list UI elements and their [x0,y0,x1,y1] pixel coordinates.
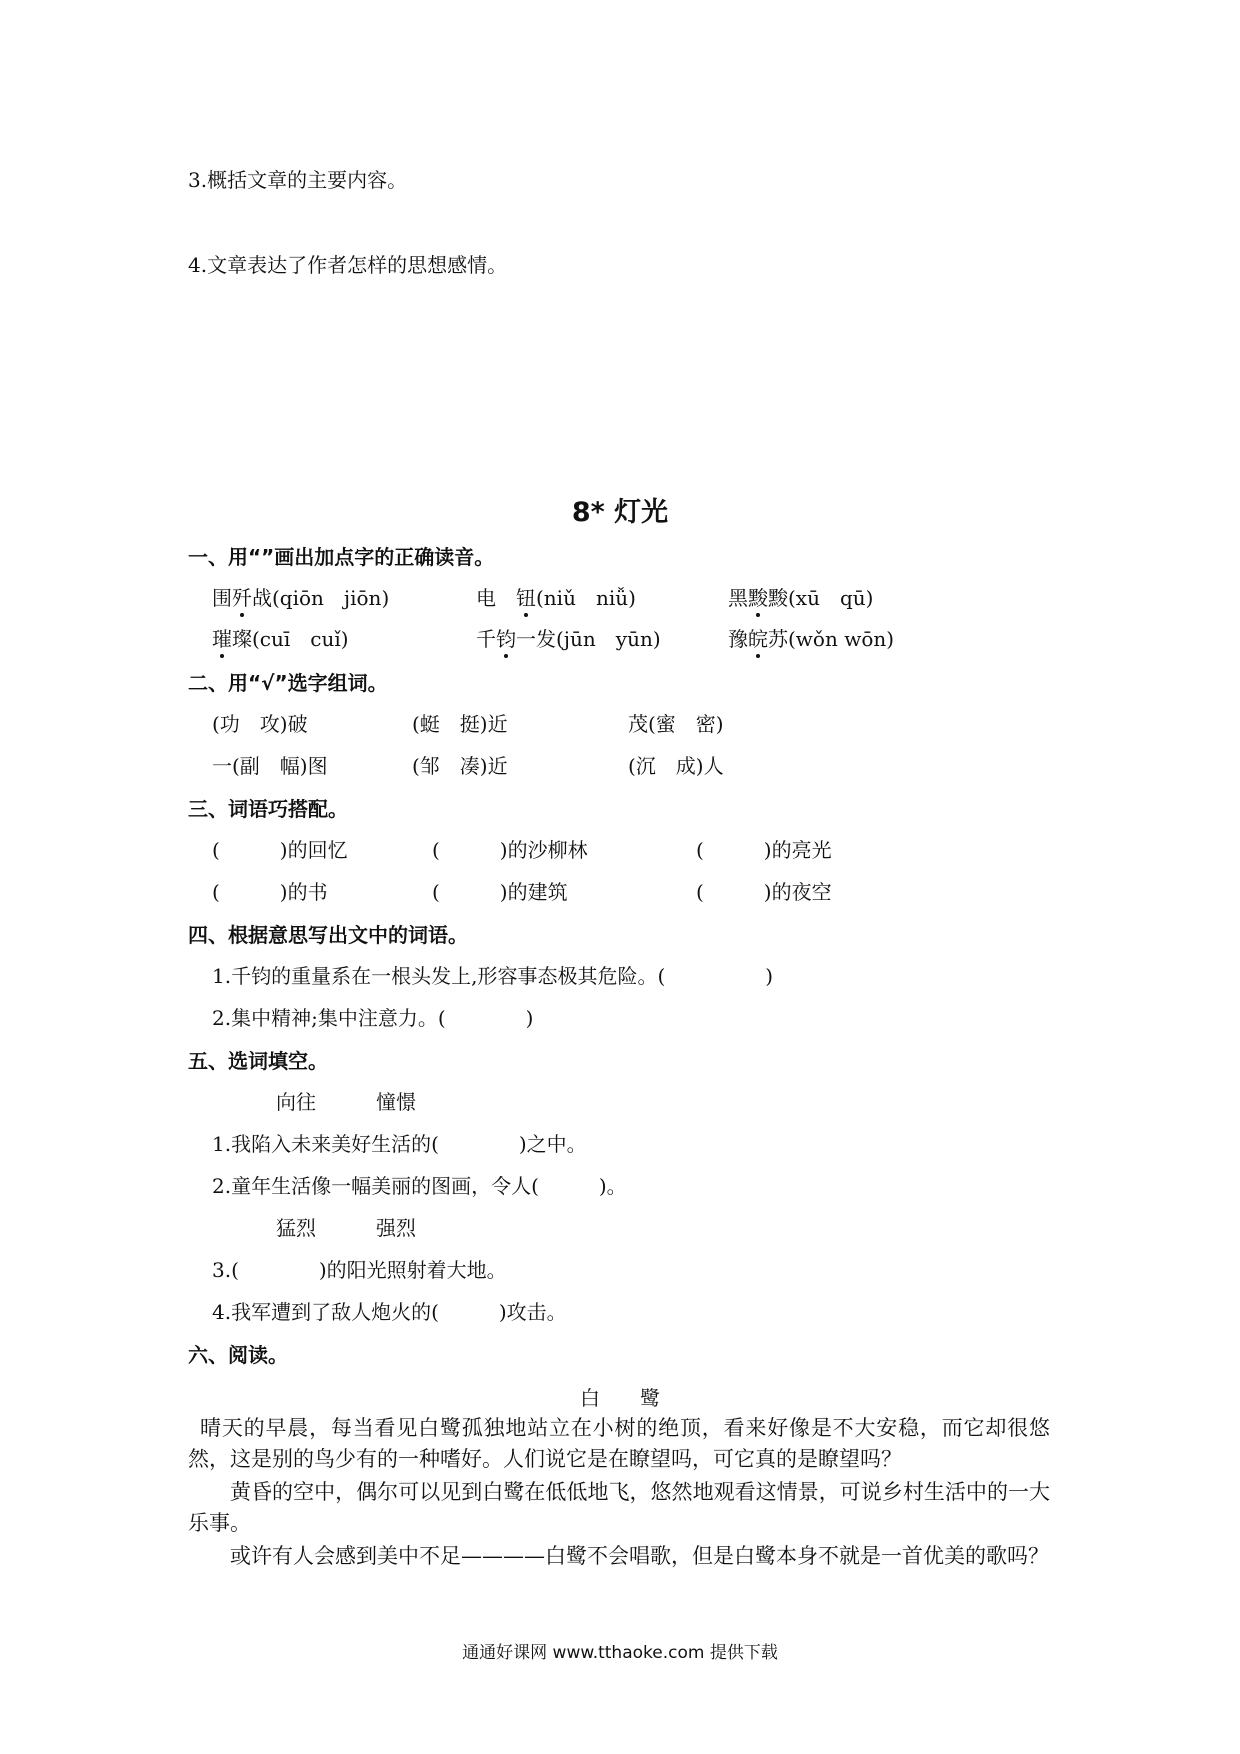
fill-blank-item: 1.我陷入未来美好生活的( )之中。 [212,1132,587,1156]
matching-item: ( )的沙柳林 [432,838,588,862]
section-5-heading: 五、选词填空。 [188,1049,328,1073]
matching-item: ( )的夜空 [696,880,832,904]
pinyin-item: 璀璨(cuī cuǐ) [212,623,349,652]
definition-item: 1.千钧的重量系在一根头发上,形容事态极其危险。( ) [212,964,774,988]
section-2-heading: 二、用“√”选字组词。 [188,671,388,695]
footer: 通通好课网 www.tthaoke.com 提供下载 [462,1643,778,1663]
lesson-title: 8* 灯光 [571,497,669,528]
definition-item: 2.集中精神;集中注意力。( ) [212,1006,534,1030]
matching-item: ( )的回忆 [212,838,348,862]
question-4: 4.文章表达了作者怎样的思想感情。 [188,253,508,277]
pinyin-item: 豫皖苏(wǒn wōn) [728,623,894,652]
word-bank: 向往 憧憬 [276,1090,416,1114]
reading-paragraph: 晴天的早晨，每当看见白鹭孤独地站立在小树的绝顶，看来好像是不大安稳，而它却很悠然，这是别的鸟少有的一种嗜好。人们说它是在瞭望吗，可它真的是瞭望吗？ [188,1416,1050,1471]
question-3: 3.概括文章的主要内容。 [188,168,408,192]
reading-paragraph: 黄昏的空中，偶尔可以见到白鹭在低低地飞，悠然地观看这情景，可说乡村生活中的一大乐事。 [188,1480,1050,1535]
pinyin-item: 电 钮(niǔ niǚ) [476,582,636,611]
word-choice-item: (蜓 挺)近 [412,712,508,736]
reading-title: 白 鹭 [580,1386,660,1410]
word-choice-item: 茂(蜜 密) [628,712,724,736]
pinyin-item: 黑黢黢(xū qū) [728,582,873,611]
pinyin-item: 围歼战(qiōn jiōn) [212,582,389,611]
section-4-heading: 四、根据意思写出文中的词语。 [188,923,468,947]
reading-paragraph: 或许有人会感到美中不足————白鹭不会唱歌，但是白鹭本身不就是一首优美的歌吗？ [230,1544,1049,1568]
fill-blank-item: 3.( )的阳光照射着大地。 [212,1258,507,1282]
word-choice-item: (邹 凑)近 [412,754,508,778]
matching-item: ( )的亮光 [696,838,832,862]
matching-item: ( )的建筑 [432,880,568,904]
fill-blank-item: 2.童年生活像一幅美丽的图画，令人( )。 [212,1174,627,1198]
section-1-heading: 一、用“”画出加点字的正确读音。 [188,545,495,569]
word-choice-item: (功 攻)破 [212,712,308,736]
section-3-heading: 三、词语巧搭配。 [188,797,348,821]
fill-blank-item: 4.我军遭到了敌人炮火的( )攻击。 [212,1300,567,1324]
word-choice-item: 一(副 幅)图 [212,754,328,778]
word-bank: 猛烈 强烈 [276,1216,416,1240]
section-6-heading: 六、阅读。 [188,1343,288,1367]
word-choice-item: (沉 成)人 [628,754,724,778]
pinyin-item: 千钧一发(jūn yūn) [476,623,661,652]
matching-item: ( )的书 [212,880,328,904]
